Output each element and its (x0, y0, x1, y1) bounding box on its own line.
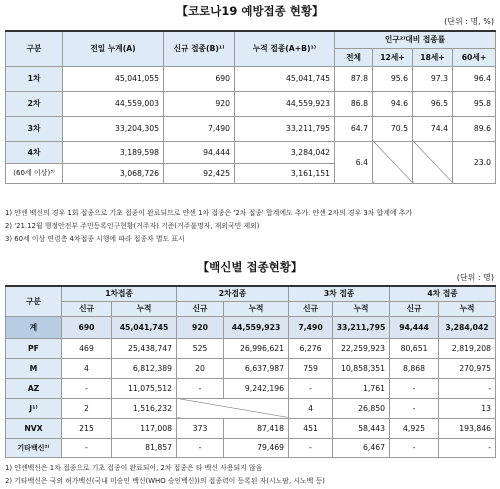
cell-12plus: 70.5 (373, 116, 413, 141)
cell-cumulative: 3,161,151 (235, 163, 335, 183)
cell: - (62, 378, 112, 398)
cell-new: 94,444 (164, 141, 235, 163)
cell-previous: 3,189,598 (63, 141, 164, 163)
cell: 26,850 (333, 398, 390, 418)
cell: 270,975 (439, 358, 496, 378)
table-row (6, 378, 496, 398)
cell: 373 (177, 418, 224, 438)
row-label: NVX (6, 418, 62, 438)
cell: - (390, 378, 439, 398)
vaccine-status-title: 【백신별 접종현황】 (197, 260, 303, 274)
table-row (6, 91, 496, 116)
cell: - (289, 438, 333, 457)
cell-18plus-empty (413, 141, 453, 183)
cell: 117,008 (112, 418, 177, 438)
cell: 80,651 (390, 338, 439, 358)
cell-18plus: 74.4 (413, 116, 453, 141)
cell: 215 (62, 418, 112, 438)
cell-previous: 3,068,726 (63, 163, 164, 183)
cell: 759 (289, 358, 333, 378)
header-12plus: 12세+ (373, 48, 413, 66)
row-label-60plus: (60세 이상)³⁾ (6, 163, 63, 183)
cell: 20 (177, 358, 224, 378)
footnote: 1) 얀센백신은 1차 접종으로 기초 접종이 완료되어, 2차 접종은 타 백신 사용되지 않음 (5, 464, 263, 472)
cell: 4 (289, 398, 333, 418)
header-new: 신규 (177, 301, 224, 316)
cell: 58,443 (333, 418, 390, 438)
cell: 11,075,512 (112, 378, 177, 398)
cell-18plus: 97.3 (413, 66, 453, 91)
table-row (6, 66, 496, 91)
cell: 193,846 (439, 418, 496, 438)
cell-new: 690 (164, 66, 235, 91)
cell-new: 7,490 (164, 116, 235, 141)
cell-18plus: 96.5 (413, 91, 453, 116)
cell: 525 (177, 338, 224, 358)
header-dose-2: 2차접종 (177, 286, 289, 301)
cell-cumulative: 3,284,042 (235, 141, 335, 163)
cell-cumulative: 33,211,795 (235, 116, 335, 141)
cell-60plus: 96.4 (453, 66, 496, 91)
vaccination-status-title: 【코로나19 예방접종 현황】 (176, 4, 324, 18)
header-new: 신규 (62, 301, 112, 316)
cell: 8,868 (390, 358, 439, 378)
cell: 6,467 (333, 438, 390, 457)
cell: 44,559,923 (224, 316, 289, 338)
cell-previous: 45,041,055 (63, 66, 164, 91)
vaccine-table (5, 285, 496, 458)
table-row (6, 438, 496, 457)
header-new: 신규 (289, 301, 333, 316)
header-new: 신규 (390, 301, 439, 316)
header-cumulative: 누적 (112, 301, 177, 316)
table-row (6, 141, 496, 163)
cell: 7,490 (289, 316, 333, 338)
cell: 6,276 (289, 338, 333, 358)
cell-all: 64.7 (335, 116, 373, 141)
cell: - (390, 438, 439, 457)
cell: 469 (62, 338, 112, 358)
header-dose-4: 4차 접종 (390, 286, 496, 301)
cell-60plus: 95.8 (453, 91, 496, 116)
row-label: AZ (6, 378, 62, 398)
cell: - (390, 398, 439, 418)
cell: 45,041,745 (112, 316, 177, 338)
header-cumulative: 누적 (224, 301, 289, 316)
cell-12plus-empty (373, 141, 413, 183)
table-row (6, 116, 496, 141)
table-row (6, 338, 496, 358)
cell: - (439, 438, 496, 457)
cell: 81,857 (112, 438, 177, 457)
cell: 2,819,208 (439, 338, 496, 358)
cell: 690 (62, 316, 112, 338)
table1-unit: (단위 : 명, %) (444, 17, 494, 26)
cell: 87,418 (224, 418, 289, 438)
row-label: M (6, 358, 62, 378)
cell-previous: 44,559,003 (63, 91, 164, 116)
cell-previous: 33,204,305 (63, 116, 164, 141)
header-18plus: 18세+ (413, 48, 453, 66)
table-row (6, 398, 496, 418)
vaccination-status-table (5, 30, 496, 184)
cell: 13 (439, 398, 496, 418)
header-division: 구분 (6, 31, 63, 66)
header-all: 전체 (335, 48, 373, 66)
header-cumulative: 누적 (333, 301, 390, 316)
cell-12plus: 95.6 (373, 66, 413, 91)
cell: 6,812,389 (112, 358, 177, 378)
row-label: 4차 (6, 141, 63, 163)
cell: - (62, 438, 112, 457)
cell: 4,925 (390, 418, 439, 438)
cell: - (177, 438, 224, 457)
cell-all: 87.8 (335, 66, 373, 91)
cell-cumulative: 45,041,745 (235, 66, 335, 91)
table-row (6, 358, 496, 378)
cell-60plus: 23.0 (453, 141, 496, 183)
cell: 33,211,795 (333, 316, 390, 338)
cell: 1,761 (333, 378, 390, 398)
footnote: 3) 60세 이상 연령층 4차접종 시행에 따라 접종자 별도 표시 (5, 235, 185, 243)
cell: - (289, 378, 333, 398)
row-label: PF (6, 338, 62, 358)
cell: 25,438,747 (112, 338, 177, 358)
header-population-rate: 인구²⁾대비 접종률 (335, 31, 496, 48)
cell: 79,469 (224, 438, 289, 457)
cell-60plus: 89.6 (453, 116, 496, 141)
row-label: 기타백신²⁾ (6, 438, 62, 457)
table-row (6, 418, 496, 438)
header-cumulative: 누적 (439, 301, 496, 316)
row-label: 2차 (6, 91, 63, 116)
header-dose-3: 3차 접종 (289, 286, 390, 301)
cell: 2 (62, 398, 112, 418)
header-previous-total: 전일 누계(A) (63, 31, 164, 66)
cell: 9,242,196 (224, 378, 289, 398)
cell: 451 (289, 418, 333, 438)
header-dose-1: 1차접종 (62, 286, 177, 301)
cell: 1,516,232 (112, 398, 177, 418)
row-label: 계 (6, 316, 62, 338)
row-label: 3차 (6, 116, 63, 141)
cell: 22,259,923 (333, 338, 390, 358)
cell-all: 6.4 (335, 141, 373, 183)
row-label: 1차 (6, 66, 63, 91)
cell-all: 86.8 (335, 91, 373, 116)
header-new: 신규 접종(B)¹⁾ (164, 31, 235, 66)
footnote: 2) '21.12월 행정안전부 주민등록인구현황(거주자) 기준(거주불명자, 재외국민 제외) (5, 222, 260, 230)
row-label: J¹⁾ (6, 398, 62, 418)
cell-new: 92,425 (164, 163, 235, 183)
cell-not-applicable (177, 398, 289, 418)
table-row-total (6, 316, 496, 338)
footnote: 2) 기타백신은 국외 허가백신(국내 미승인 백신(WHO 승인백신))의 접종력이 등록된 자(시노팜, 시노백 등) (5, 477, 325, 485)
header-60plus: 60세+ (453, 48, 496, 66)
cell: - (439, 378, 496, 398)
cell: - (177, 378, 224, 398)
cell: 26,996,621 (224, 338, 289, 358)
cell-12plus: 94.6 (373, 91, 413, 116)
cell-new: 920 (164, 91, 235, 116)
header-division: 구분 (6, 286, 62, 316)
header-cumulative: 누적 접종(A+B)¹⁾ (235, 31, 335, 66)
footnote: 1) 얀센 백신의 경우 1회 접종으로 기초 접종이 완료되므로 얀센 1차 접종은 '2차 접종' 합계에도 추가. 얀센 2차의 경우 3차 합계에 추가 (5, 209, 413, 217)
cell: 3,284,042 (439, 316, 496, 338)
cell: 10,858,351 (333, 358, 390, 378)
cell: 6,637,987 (224, 358, 289, 378)
cell-cumulative: 44,559,923 (235, 91, 335, 116)
cell: 920 (177, 316, 224, 338)
table2-unit: (단위 : 명) (456, 273, 494, 282)
cell: 4 (62, 358, 112, 378)
cell: 94,444 (390, 316, 439, 338)
